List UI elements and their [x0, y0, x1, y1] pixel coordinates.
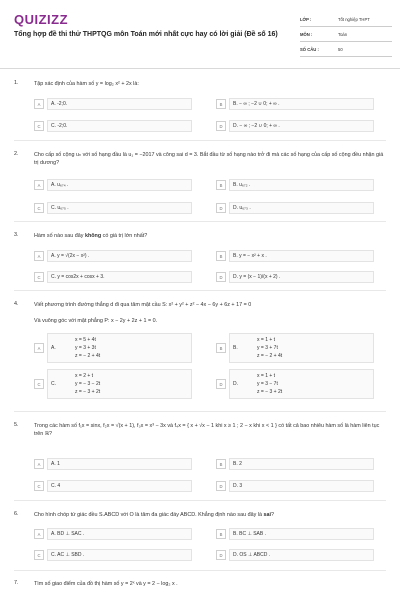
question-text-line-2: Và vuông góc với mặt phẳng P: x − 2y + 2z + 1 = 0. — [34, 318, 158, 324]
option-d[interactable] — [216, 369, 374, 399]
question-text: Tìm số giao điểm của đồ thị hàm số y = 2ˣ và y = 2 − log₂ x . — [34, 581, 178, 587]
option-line — [51, 380, 100, 388]
option-prefix: B. — [233, 345, 238, 351]
option-text: D. y = (x − 1)/(x + 2) . — [229, 271, 374, 283]
option-prefix: A. — [51, 345, 56, 351]
option-letter: C — [34, 481, 44, 491]
option-line-value: y = 3 + 3t — [75, 345, 96, 351]
question-text: Viết phương trình đường thẳng d đi qua tâm mặt cầu S: x² + y² + z² − 4x − 6y + 6z + 17 = 0 — [34, 302, 252, 308]
worksheet-header — [0, 0, 400, 62]
option-c[interactable] — [34, 271, 192, 283]
question-text — [34, 232, 384, 240]
info-value: Toán — [338, 31, 348, 37]
option-letter: C — [34, 550, 44, 560]
option-b[interactable] — [216, 250, 374, 262]
option-letter: D — [216, 272, 226, 282]
question-divider — [14, 570, 386, 571]
option-text — [47, 369, 192, 399]
option-prefix: C. — [51, 381, 56, 387]
option-letter: A — [34, 459, 44, 469]
option-letter: B — [216, 180, 226, 190]
option-text: B. u₆₇₂ . — [229, 179, 374, 191]
option-line — [51, 344, 96, 352]
option-line-value: y = − 3 − 2t — [75, 381, 101, 387]
option-c[interactable] — [34, 120, 192, 132]
info-label: MÔN : — [300, 31, 313, 37]
option-letter: C — [34, 203, 44, 213]
info-table — [300, 12, 392, 57]
option-line — [233, 344, 278, 352]
option-text: B. y = − x² + x . — [229, 250, 374, 262]
option-a[interactable] — [34, 179, 192, 191]
question-divider — [14, 221, 386, 222]
option-letter: C — [34, 272, 44, 282]
option-b[interactable] — [216, 179, 374, 191]
option-text — [47, 333, 192, 363]
option-d[interactable] — [216, 480, 374, 492]
question-divider — [14, 140, 386, 141]
header-divider — [0, 68, 400, 69]
option-letter: B — [216, 529, 226, 539]
question-text-pre: Cho hình chóp tứ giác đều S.ABCD với O là tâm đa giác đáy ABCD. Khẳng định nào sau đây là — [34, 512, 264, 518]
option-b[interactable] — [216, 98, 374, 110]
option-line: x = 1 + t — [257, 373, 276, 379]
option-text: A. y = √(2x − x²) . — [47, 250, 192, 262]
option-text: C. u₆₇₅ . — [47, 202, 192, 214]
info-value: 50 — [338, 46, 343, 52]
question-divider — [14, 411, 386, 412]
info-row-count — [300, 42, 392, 57]
option-c[interactable] — [34, 480, 192, 492]
option-letter: A — [34, 99, 44, 109]
option-letter: D — [216, 121, 226, 131]
option-text: A. BD ⊥ SAC . — [47, 528, 192, 540]
option-letter: C — [34, 379, 44, 389]
info-label: LỚP : — [300, 16, 312, 22]
option-line-value: y = 3 − 7t — [257, 381, 278, 387]
option-b[interactable] — [216, 333, 374, 363]
page-title: Tổng hợp đề thi thử THPTQG môn Toán mới nhất cực hay có lời giải (Đề số 16) — [14, 31, 278, 38]
option-text: B. BC ⊥ SAB . — [229, 528, 374, 540]
option-text: D. 3 — [229, 480, 374, 492]
option-letter: B — [216, 343, 226, 353]
info-row-class — [300, 12, 392, 27]
option-text — [229, 369, 374, 399]
option-b[interactable] — [216, 458, 374, 470]
option-text: D. − ∞ ; −2 ∪ 0; + ∞ . — [229, 120, 374, 132]
option-d[interactable] — [216, 120, 374, 132]
option-letter: C — [34, 121, 44, 131]
option-d[interactable] — [216, 549, 374, 561]
question-number: 1. — [14, 80, 19, 86]
question-divider — [14, 500, 386, 501]
option-c[interactable] — [34, 202, 192, 214]
option-text: C. AC ⊥ SBD . — [47, 549, 192, 561]
option-line: z = − 3 + 2t — [75, 389, 101, 395]
option-letter: D — [216, 379, 226, 389]
option-letter: D — [216, 203, 226, 213]
option-d[interactable] — [216, 202, 374, 214]
option-a[interactable] — [34, 333, 192, 363]
option-text: B. 2 — [229, 458, 374, 470]
question-number: 5. — [14, 422, 19, 428]
option-text: D. OS ⊥ ABCD . — [229, 549, 374, 561]
question-divider — [14, 290, 386, 291]
option-line — [233, 380, 278, 388]
question-text: Trong các hàm số f₁x = sinx, f₂x = √(x + 1), f₃x = x³ − 3x và f₄x = { x + √x − 1 khi x ≥ 1 ; 2 − x khi x < 1 } có tất cả bao nhiêu hàm số là hàm liên tục trên ℝ? — [34, 423, 380, 437]
option-a[interactable] — [34, 458, 192, 470]
option-letter: A — [34, 180, 44, 190]
option-text: B. − ∞ ; −2 ∪ 0; + ∞ . — [229, 98, 374, 110]
option-letter: B — [216, 459, 226, 469]
question-text-post: ? — [271, 512, 274, 518]
question-text-bold: không — [84, 233, 102, 239]
question-number: 6. — [14, 511, 19, 517]
option-text: A. u₆₇₄ . — [47, 179, 192, 191]
question-text-pre: Hàm số nào sau đây — [34, 233, 85, 239]
option-d[interactable] — [216, 271, 374, 283]
option-letter: B — [216, 99, 226, 109]
info-value: Tốt nghiệp THPT — [338, 16, 370, 22]
question-text — [34, 511, 384, 519]
option-text — [229, 333, 374, 363]
option-a[interactable] — [34, 250, 192, 262]
option-letter: D — [216, 481, 226, 491]
question-number: 7. — [14, 580, 19, 586]
option-line-value: y = 3 + 7t — [257, 345, 278, 351]
option-text: C. y = cos2x + cosx + 3. — [47, 271, 192, 283]
option-line: x = 2 + t — [75, 373, 94, 379]
question-text: Cho cấp số cộng uₙ với số hạng đầu là u₁ = −2017 và công sai d = 3. Bắt đầu từ số hạng nào trở đi mà các số hạng của cấp số cộng đều nhận giá trị dương? — [34, 152, 384, 166]
question-number: 4. — [14, 301, 19, 307]
option-c[interactable] — [34, 549, 192, 561]
option-text: A. 1 — [47, 458, 192, 470]
option-c[interactable] — [34, 369, 192, 399]
option-line: x = 5 + 4t — [75, 337, 96, 343]
option-letter: D — [216, 550, 226, 560]
option-text: C. -2;0. — [47, 120, 192, 132]
question-text: Tập xác định của hàm số y = log₂ x² + 2x là: — [34, 81, 139, 87]
option-line: z = − 2 + 4t — [257, 353, 283, 359]
quizizz-logo: QUIZIZZ — [14, 12, 69, 27]
option-prefix: D. — [233, 381, 238, 387]
option-letter: A — [34, 251, 44, 261]
question-text-post: có giá trị lớn nhất? — [101, 233, 148, 239]
option-line: z = − 2 + 4t — [75, 353, 101, 359]
info-label: SỐ CÂU : — [300, 46, 319, 52]
option-text: C. 4 — [47, 480, 192, 492]
option-b[interactable] — [216, 528, 374, 540]
option-a[interactable] — [34, 528, 192, 540]
question-number: 2. — [14, 151, 19, 157]
option-letter: A — [34, 343, 44, 353]
option-letter: B — [216, 251, 226, 261]
option-text: A. -2;0. — [47, 98, 192, 110]
option-line: x = 1 + t — [257, 337, 276, 343]
option-text: D. u₆₇₃ . — [229, 202, 374, 214]
option-line: z = − 3 + 2t — [257, 389, 283, 395]
question-number: 3. — [14, 232, 19, 238]
option-a[interactable] — [34, 98, 192, 110]
info-row-subject — [300, 27, 392, 42]
option-letter: A — [34, 529, 44, 539]
question-text-bold: sai — [263, 512, 271, 518]
